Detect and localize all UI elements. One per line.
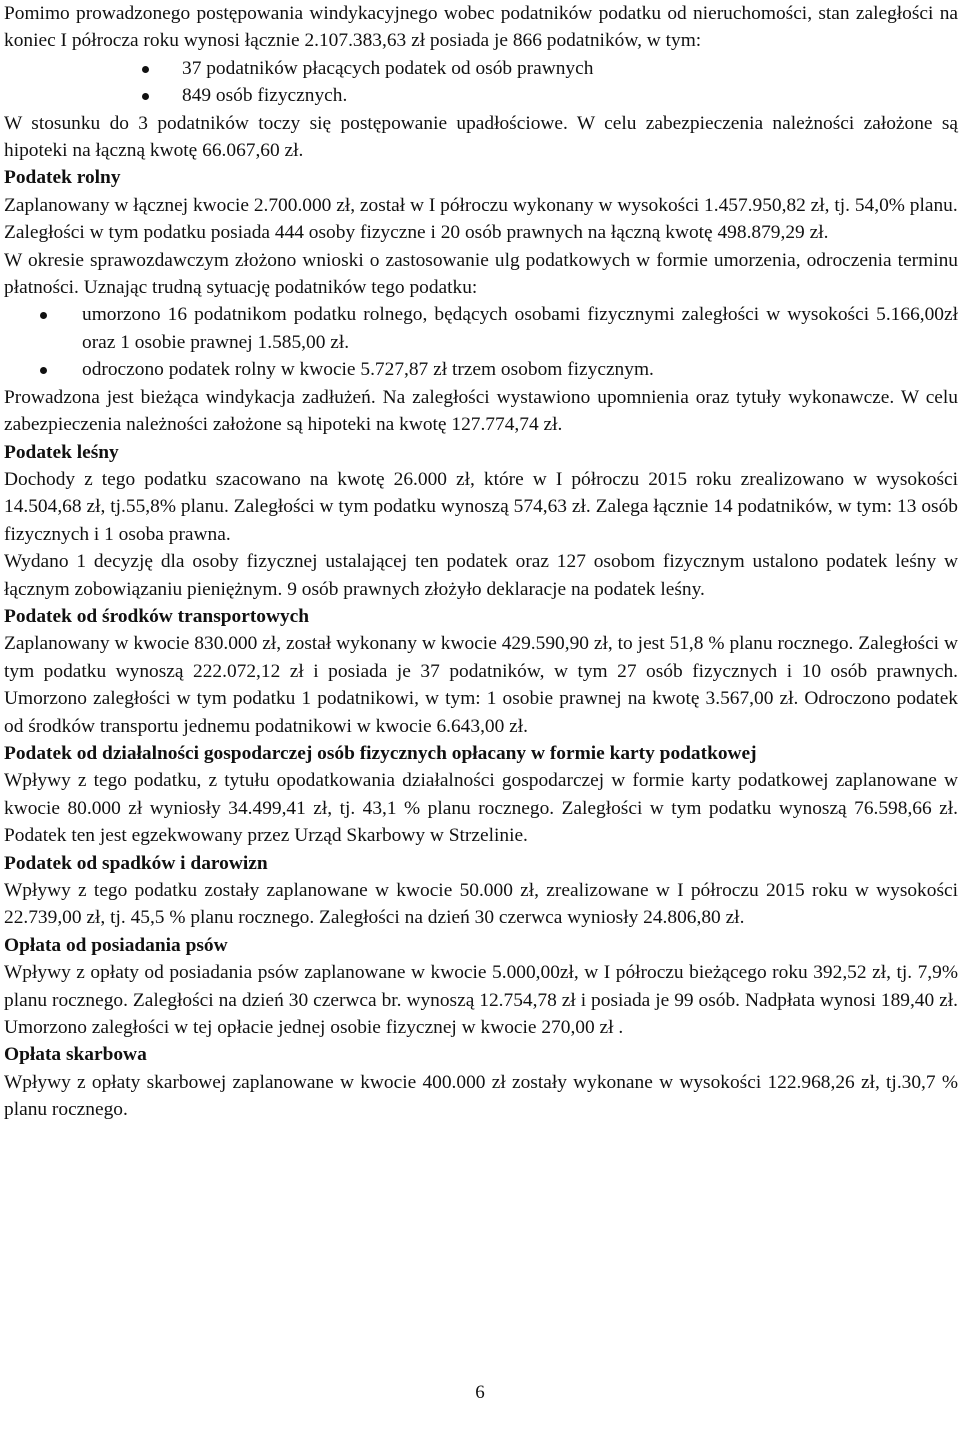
heading-spadki-darowizny: Podatek od spadków i darowizn (4, 852, 268, 874)
document-page (4, 0, 958, 1124)
heading-podatek-rolny: Podatek rolny (4, 167, 121, 189)
heading-podatek-lesny: Podatek leśny (4, 441, 119, 463)
paragraph-karta: Wpływy z tego podatku, z tytułu opodatkowania działalności gospodarczej w formie karty podatkowej zaplanowane w kwocie 80.000 zł wyniosły 34.499,41 zł, tj. 43,1 % planu rocznego. Zaległości w tym podatku wynoszą 76.598,66 zł. Podatek ten jest egzekwowany przez Urząd Skarbowy w Strzelinie. (4, 770, 958, 847)
list-item: odroczono podatek rolny w kwocie 5.727,87 zł trzem osobom fizycznym. (4, 356, 958, 383)
paragraph-rolny-arrears: Zaległości w tym podatku posiada 444 osoby fizyczne i 20 osób prawnych na łączną kwotę 498.879,29 zł. (4, 222, 829, 244)
list-item: 37 podatników płacących podatek od osób prawnych (4, 55, 958, 82)
taxpayer-list (4, 55, 958, 110)
paragraph-rolny-plan: Zaplanowany w łącznej kwocie 2.700.000 zł, został w I półroczu wykonany w wysokości 1.457.950,82 zł, tj. 54,0% planu. (4, 194, 958, 216)
paragraph-rolny-enforcement: Prowadzona jest bieżąca windykacja zadłużeń. Na zaległości wystawiono upomnienia oraz tytuły wykonawcze. W celu zabezpieczenia należności założone są hipoteki na kwotę 127.774,74 zł. (4, 386, 958, 436)
heading-oplata-skarbowa: Opłata skarbowa (4, 1044, 147, 1066)
heading-oplata-psy: Opłata od posiadania psów (4, 934, 228, 956)
paragraph-rolny-relief: W okresie sprawozdawczym złożono wnioski o zastosowanie ulg podatkowych w formie umorzenia, odroczenia terminu płatności. Uznając trudną sytuację podatników tego podatku: (4, 249, 958, 299)
paragraph-lesny-income: Dochody z tego podatku szacowano na kwotę 26.000 zł, które w I półroczu 2015 roku zrealizowano w wysokości 14.504,68 zł, tj.55,8% planu. Zaległości w tym podatku wynoszą 574,63 zł. Zalega łącznie 14 podatników, w tym: 13 osób fizycznych i 1 osoba prawna. (4, 468, 958, 545)
paragraph-spadki: Wpływy z tego podatku zostały zaplanowane w kwocie 50.000 zł, zrealizowane w I półroczu 2015 roku w wysokości 22.739,00 zł, tj. 45,5 % planu rocznego. Zaległości na dzień 30 czerwca wyniosły 24.806,80 zł. (4, 880, 958, 929)
page-number: 6 (475, 1382, 485, 1403)
list-item: umorzono 16 podatnikom podatku rolnego, będących osobami fizycznymi zaległości w wysokości 5.166,00zł oraz 1 osobie prawnej 1.585,00 zł. (4, 301, 958, 356)
relief-list (4, 301, 958, 383)
paragraph-skarbowa: Wpływy z opłaty skarbowej zaplanowane w kwocie 400.000 zł zostały wykonane w wysokości 122.968,26 zł, tj.30,7 % planu rocznego. (4, 1071, 958, 1121)
paragraph-intro: Pomimo prowadzonego postępowania windykacyjnego wobec podatników podatku od nieruchomości, stan zaległości na koniec I półrocza roku wynosi łącznie 2.107.383,63 zł posiada je 866 podatników, w tym: (4, 3, 958, 52)
list-item: 849 osób fizycznych. (4, 82, 958, 109)
paragraph-transport: Zaplanowany w kwocie 830.000 zł, został wykonany w kwocie 429.590,90 zł, to jest 51,8 % planu rocznego. Zaległości w tym podatku wynoszą 222.072,12 zł i posiada je 37 podatników, w tym 27 osób fizycznych i 10 osób prawnych. Umorzono zaległości w tym podatku 1 podatnikowi, w tym: 1 osobie prawnej na kwotę 3.567,00 zł. Odroczono podatek od środków transportu jednemu podatnikowi w kwocie 6.643,00 zł. (4, 633, 958, 737)
heading-podatek-transport: Podatek od środków transportowych (4, 605, 310, 627)
paragraph-psy: Wpływy z opłaty od posiadania psów zaplanowane w kwocie 5.000,00zł, w I półroczu bieżącego roku 392,52 zł, tj. 7,9% planu rocznego. Zaległości na dzień 30 czerwca br. wynoszą 12.754,78 zł i posiada je 99 osób. Nadpłata wynosi 189,40 zł. Umorzono zaległości w tej opłacie jednej osobie fizycznej w kwocie 270,00 zł . (4, 962, 958, 1039)
paragraph-lesny-decisions: Wydano 1 decyzję dla osoby fizycznej ustalającej ten podatek oraz 127 osobom fizycznym ustalono podatek leśny w łącznym zobowiązaniu pieniężnym. 9 osób prawnych złożyło deklaracje na podatek leśny. (4, 551, 958, 600)
paragraph-bankruptcy: W stosunku do 3 podatników toczy się postępowanie upadłościowe. W celu zabezpieczenia należności założone są hipoteki na łączną kwotę 66.067,60 zł. (4, 112, 958, 162)
heading-karta-podatkowa: Podatek od działalności gospodarczej osób fizycznych opłacany w formie karty podatkowej (4, 742, 757, 764)
